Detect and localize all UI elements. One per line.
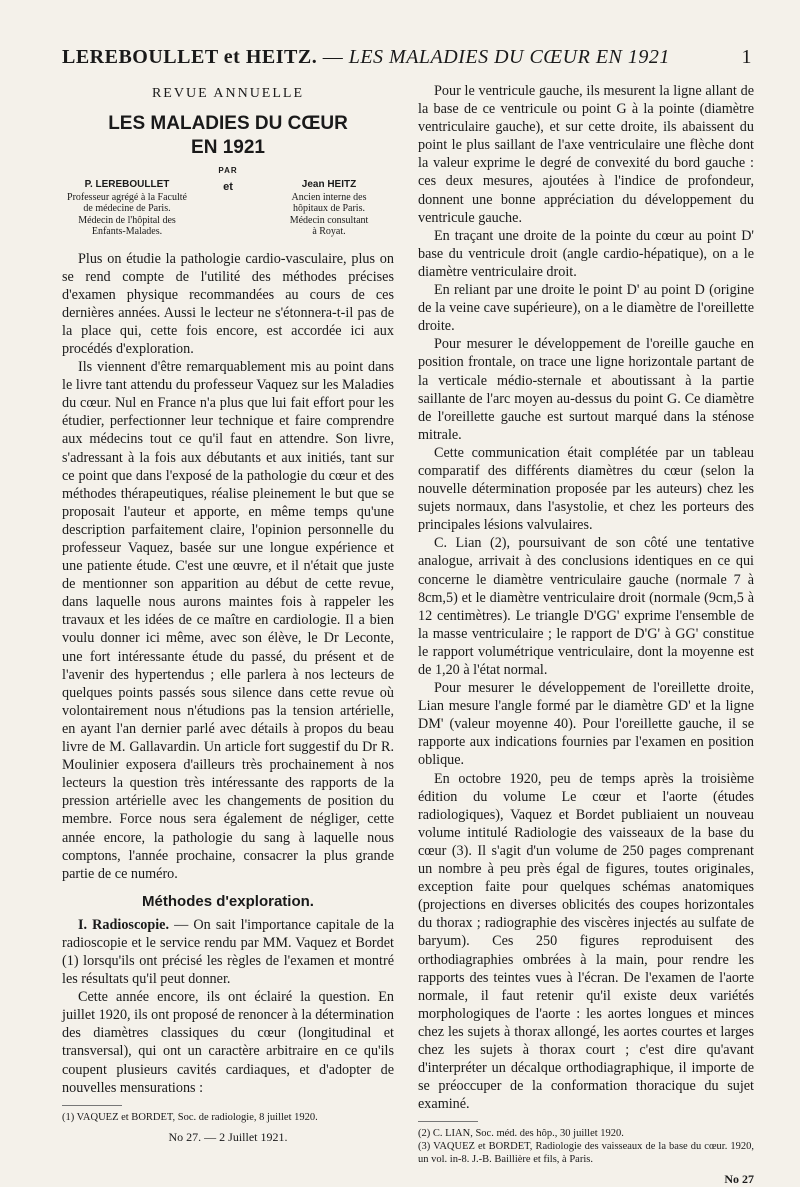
left-paragraph-3 xyxy=(62,916,394,988)
author1-name: P. LEREBOULLET xyxy=(84,179,170,190)
author2-name: Jean HEITZ xyxy=(301,179,357,190)
left-paragraph-1: Plus on étudie la pathologie cardio-vasculaire, plus on se rend compte de l'utilité des méthodes précises d'examen physique recommandées au cours de ces dernières années. Aussi le lecteur ne s'étonnera-t-il pas de la place qui, cette fois encore, est accordée ici aux procédés d'exploration. xyxy=(62,250,394,357)
author-block xyxy=(62,179,394,238)
right-column xyxy=(418,82,754,1187)
header-title: LES MALADIES DU CŒUR EN 1921 xyxy=(348,46,670,68)
author2-line2: hôpitaux de Paris. xyxy=(293,203,365,214)
right-paragraph-3: En reliant par une droite le point D' au point D (origine de la veine cave supérieure), on a le diamètre de l'oreillette droite. xyxy=(418,282,754,335)
author1-line4: Enfants-Malades. xyxy=(91,226,163,237)
article-title-line2: EN 1921 xyxy=(191,137,265,158)
footnote-2: (2) C. LIAN, Soc. méd. des hôp., 30 juillet 1920. xyxy=(418,1128,624,1140)
article-title-line1: LES MALADIES DU CŒUR xyxy=(108,113,348,134)
right-paragraph-8: En octobre 1920, peu de temps après la troisième édition du volume Le cœur et l'aorte (études radiologiques), Vaquez et Bordet publiaient un nouveau volume intitulé Radiologie des vaisseaux de la base du cœur (3). Il s'agit d'un volume de 250 pages comprenant un nombre à peu près égal de figures, toutes originales, exception faite pour quelques schémas anatomiques (projections en diverses oblicités des coupes horizontales du thorax ; radiographie des viscères injectés au sulfate de baryum). Ces 250 figures reproduisent des orthodiagraphies ombrées à la main, pour rendre les rapports des teintes vues à l'écran. De l'examen de l'aorte normale, il faut retenir qu'il existe deux variétés morphologiques de l'aorte : les aortes longues et minces chez les sujets à thorax allongé, les aortes courtes et larges chez les sujets à thorax court ; c'est dire qu'avant d'interpréter un décalque orthodiagraphique, il importe de se préoccuper de la conformation thoracique du sujet examiné. xyxy=(418,770,754,1113)
page-number: 1 xyxy=(741,46,752,68)
byline-par: PAR xyxy=(218,166,238,175)
left-paragraph-4: Cette année encore, ils ont éclairé la question. En juillet 1920, ils ont proposé de renoncer à la détermination des diamètres classiques du cœur (longitudinal et transversal), qui ont un caractère arbitraire en ce qu'ils coupent plusieurs cavités cardiaques, et d'adopter de nouvelles mensurations : xyxy=(62,989,394,1096)
author-lereboullet xyxy=(62,179,192,238)
right-paragraph-7: Pour mesurer le développement de l'oreillette droite, Lian mesure l'angle formé par le diamètre GD' et la ligne DM' (valeur moyenne 40). Pour l'oreillette gauche, il se rapporte aux indications fournies par l'examen en position oblique. xyxy=(418,680,754,769)
article-kicker: REVUE ANNUELLE xyxy=(151,86,305,101)
author-conjunction: et xyxy=(223,181,233,193)
left-column xyxy=(62,82,394,1145)
radioscopie-text: — On sait l'importance capitale de la radioscopie et le service rendu par MM. Vaquez et Bordet (1) lorsqu'ils ont précisé les règles de l'examen et montré les résultats qu'il peut donner. xyxy=(62,916,395,988)
header-authors: LEREBOULLET et HEITZ. xyxy=(62,46,318,68)
footnote-3: (3) VAQUEZ et BORDET, Radiologie des vaisseaux de la base du cœur. 1920, un vol. in-8. J.-B. Baillière et fils, à Paris. xyxy=(418,1141,754,1166)
section-heading: Méthodes d'exploration. xyxy=(142,892,314,910)
right-paragraph-4: Pour mesurer le développement de l'oreille gauche en position frontale, on trace une ligne horizontale partant de la verticale médio-sternale et aboutissant à la partie saillante de l'arc moyen au-dessus du point G. Ce diamètre de l'oreillette gauche est surtout marqué dans la sténose mitrale. xyxy=(418,336,754,443)
right-paragraph-6: C. Lian (2), poursuivant de son côté une tentative analogue, arrivait à des conclusions identiques en ce qui concerne le diamètre ventriculaire gauche (normale 7 à 8cm,5) et le diamètre ventriculaire droit (normale (9cm,5 à 12 centimètres). Le triangle D'GG' exprime l'ensemble de la masse ventriculaire ; le rapport de D'G' à GG' constitue le rapport volumétrique ventriculaire, dont la moyenne est de 1,20 à l'état normal. xyxy=(418,535,754,678)
author-heitz xyxy=(264,179,394,238)
author1-line3: Médecin de l'hôpital des xyxy=(78,214,176,226)
footnote-1: (1) VAQUEZ et BORDET, Soc. de radiologie, 8 juillet 1920. xyxy=(62,1111,318,1123)
author2-line3: Médecin consultant xyxy=(289,214,369,226)
author1-line1: Professeur agrégé à la Faculté xyxy=(67,191,187,203)
header-dash: — xyxy=(317,46,349,68)
radioscopie-lead: I. Radioscopie. xyxy=(78,916,170,933)
left-paragraph-2: Ils viennent d'être remarquablement mis au point dans le livre tant attendu du professeur Vaquez sur les Maladies du cœur. Nul en France n'a plus que lui fait effort pour les étudier, perfectionner leur technique et faire comprendre aux médecins tout ce qu'il faut en attendre. Son livre, s'adressant à la fois aux débutants et aux initiés, tant sur ce point que dans l'exposé de la pathologie du cœur et des méthodes thérapeutiques, réalise pleinement le but que se proposait l'auteur et apporte, en même temps qu'une description parfaitement claire, l'opinion personnelle du professeur Vaquez, basée sur une longue expérience et une patiente étude. C'est une œuvre, et il n'était que juste de mentionner son apparition au début de cette revue, dans laquelle nous aurons maintes fois à rappeler les travaux et les idées de ce maître en cardiologie. Il a bien voulu donner ici même, avec son élève, le Dr Leconte, une fort intéressante étude du passé, du présent et de l'avenir des hypertendus ; elle parlera à nos lecteurs de quelques points passés sous silence dans cette revue où volontairement nous n'étudions pas la tension artérielle, en ayant l'an dernier parlé avec détails à propos du beau livre de M. Gallavardin. Un article fort suggestif du Dr R. Moulinier exposera d'ailleurs très prochainement à nos lecteurs la question très intéressante des rapports de la pression artérielle avec les changements de position du membre. Force nous sera également de négliger, cette année encore, la pathologie du sang à laquelle nous comptons, l'année prochaine, consacrer la plus grande partie de ce numéro. xyxy=(62,359,394,882)
right-paragraph-5: Cette communication était complétée par un tableau comparatif des différents diamètres du cœur (selon la nouvelle détermination proposée par les auteurs) chez les sujets normaux, dans l'asystolie, et chez les porteurs des principales lésions valvulaires. xyxy=(418,444,754,534)
issue-number: No 27 xyxy=(724,1172,754,1187)
right-paragraph-1: Pour le ventricule gauche, ils mesurent la ligne allant de la base de ce ventricule ou point G à la pointe (diamètre ventriculaire gauche), et sur cette droite, ils abaissent du point le plus saillant de l'axe ventriculaire une flèche dont la valeur exprime le degré de convexité du bord gauche : ces deux mesures, ajoutées à l'indice de profondeur, donnent une bonne appréciation du développement du ventricule gauche. xyxy=(418,83,754,226)
footnote-rule-left xyxy=(62,1105,122,1106)
author2-line1: Ancien interne des xyxy=(291,191,367,203)
issue-footer: No 27. — 2 Juillet 1921. xyxy=(168,1129,288,1144)
article-title xyxy=(62,112,394,160)
running-header xyxy=(62,46,752,76)
author1-line2: de médecine de Paris. xyxy=(83,203,171,214)
right-paragraph-2: En traçant une droite de la pointe du cœur au point D' base du ventricule droit (angle cardio-hépatique), on a le diamètre ventriculaire droit. xyxy=(418,227,754,280)
author2-line4: à Royat. xyxy=(312,226,346,237)
footnote-rule-right xyxy=(418,1121,478,1122)
